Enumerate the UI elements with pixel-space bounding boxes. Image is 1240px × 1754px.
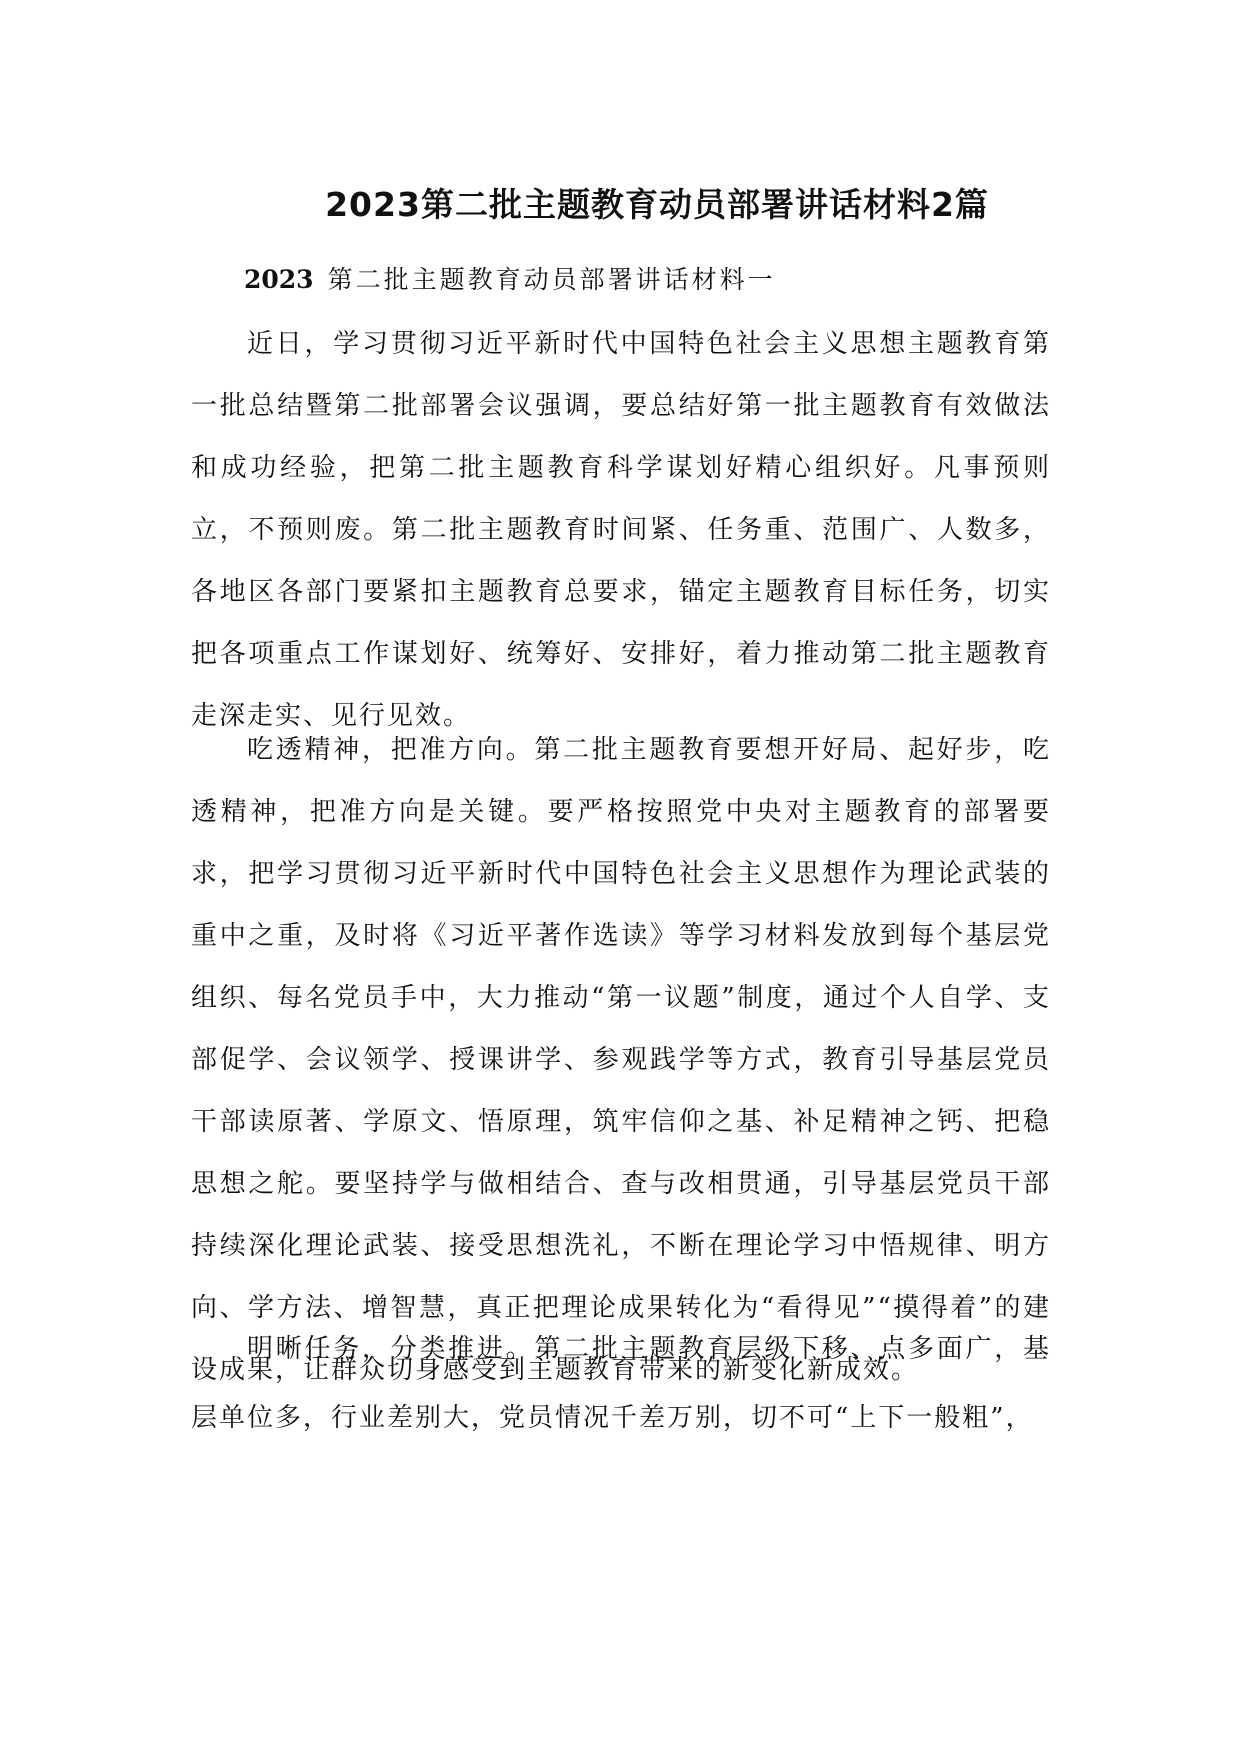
document-subtitle [244,258,776,302]
paragraph: 明晰任务，分类推进。第二批主题教育层级下移、点多面广，基层单位多，行业差别大，党员情况千差万别，切不可“上下一般粗”， [191,1334,1051,1433]
subtitle-year: 2023 [244,265,314,294]
subtitle-text: 第二批主题教育动员部署讲话材料一 [327,265,776,294]
paragraph: 吃透精神，把准方向。第二批主题教育要想开好局、起好步，吃透精神，把准方向是关键。要严格按照党中央对主题教育的部署要求，把学习贯彻习近平新时代中国特色社会主义思想作为理论武装的重中之重，及时将《习近平著作选读》等学习材料发放到每个基层党组织、每名党员手中，大力推动“第一议题”制度，通过个人自学、支部促学、会议领学、授课讲学、参观践学等方式，教育引导基层党员干部读原著、学原文、悟原理，筑牢信仰之基、补足精神之钙、把稳思想之舵。要坚持学与做相结合、查与改相贯通，引导基层党员干部持续深化理论武装、接受思想洗礼，不断在理论学习中悟规律、明方向、学方法、增智慧，真正把理论成果转化为“看得见”“摸得着”的建设成果，让群众切身感受到主题教育带来的新变化新成效。 [191,735,1051,1385]
document-title: 2023第二批主题教育动员部署讲话材料2篇 [325,185,989,224]
paragraph: 近日，学习贯彻习近平新时代中国特色社会主义思想主题教育第一批总结暨第二批部署会议强调，要总结好第一批主题教育有效做法和成功经验，把第二批主题教育科学谋划好精心组织好。凡事预则立，不预则废。第二批主题教育时间紧、任务重、范围广、人数多，各地区各部门要紧扣主题教育总要求，锚定主题教育目标任务，切实把各项重点工作谋划好、统筹好、安排好，着力推动第二批主题教育走深走实、见行见效。 [191,329,1051,731]
